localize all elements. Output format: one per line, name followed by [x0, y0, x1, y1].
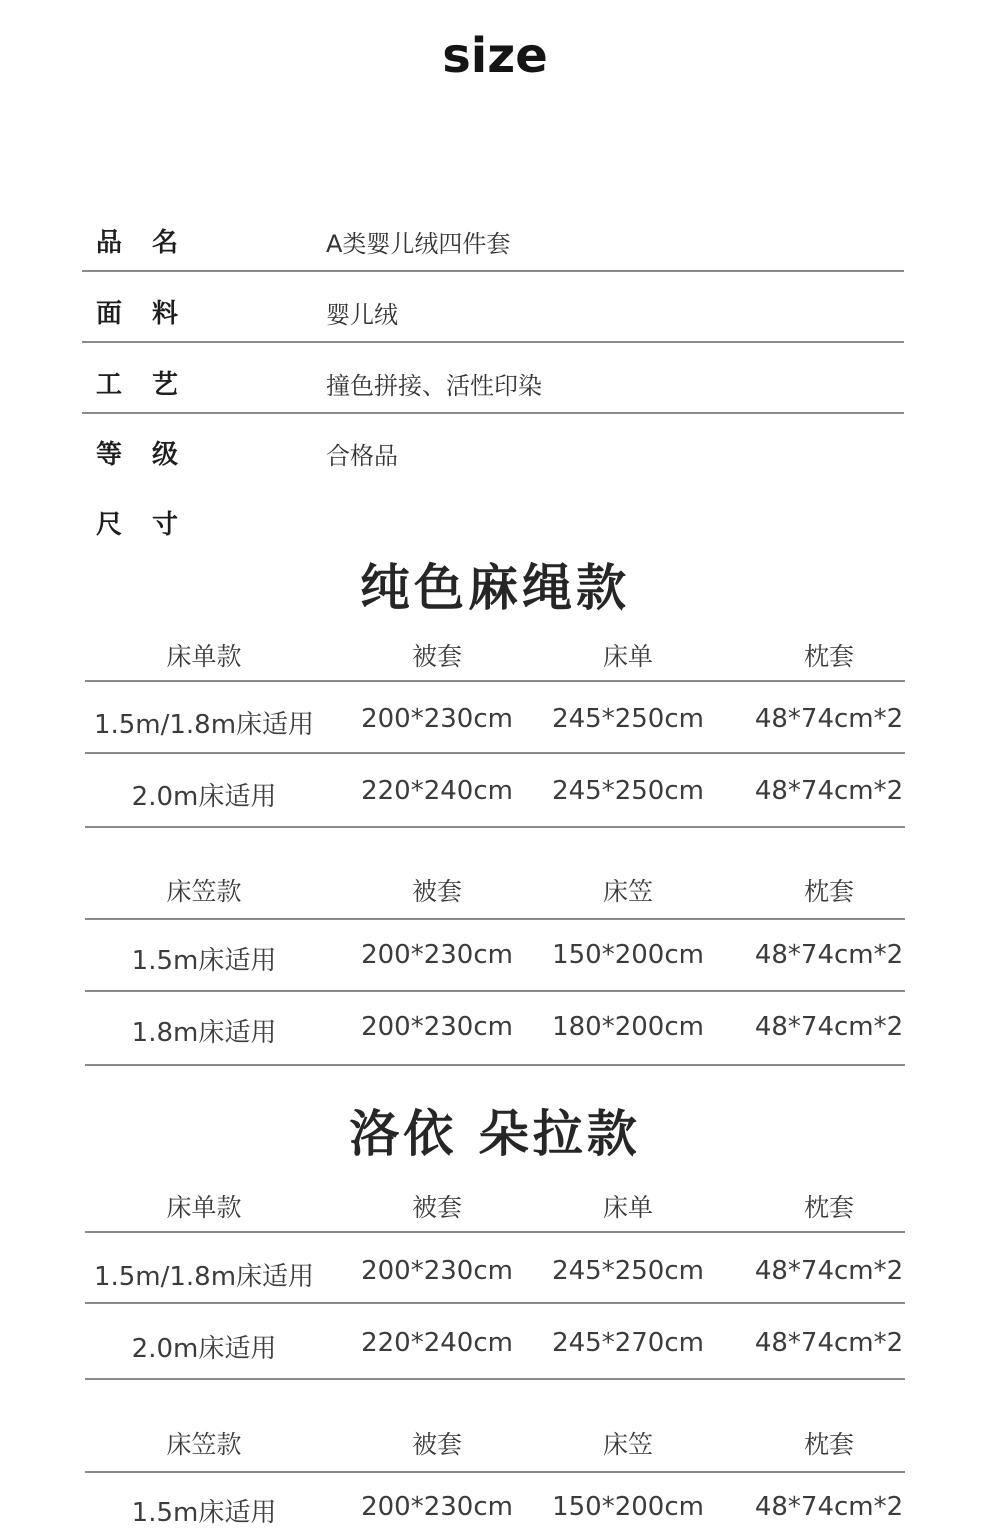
header-cell: 枕套: [803, 1430, 854, 1459]
table-cell: 48*74cm*2: [754, 1256, 904, 1286]
spec-label: 品名: [96, 228, 209, 258]
table-cell: 1.5m床适用: [131, 946, 277, 976]
spec-label: 等级: [96, 440, 209, 470]
table-header: [85, 637, 905, 682]
spec-row-fabric: [82, 271, 904, 343]
page-title: size: [442, 28, 548, 84]
table-row: [85, 940, 905, 992]
table-header: [85, 1425, 905, 1473]
table-header: [85, 1188, 905, 1233]
header-cell: 床笠款: [166, 877, 242, 906]
table-cell: 245*250cm: [552, 1256, 704, 1286]
table-cell: 200*230cm: [361, 1256, 513, 1286]
table-cell: 245*250cm: [552, 704, 704, 734]
table-cell: 2.0m床适用: [131, 782, 277, 812]
section-title: 洛依 朵拉款: [349, 1105, 641, 1163]
table-row: [85, 1256, 905, 1304]
table-cell: 1.5m/1.8m床适用: [93, 1262, 315, 1292]
spec-row-size: [82, 482, 904, 552]
header-cell: 被套: [411, 877, 462, 906]
spec-value: 撞色拼接、活性印染: [326, 372, 542, 400]
header-cell: 床笠款: [166, 1430, 242, 1459]
spec-label: 面料: [96, 299, 209, 329]
header-cell: 枕套: [803, 1193, 854, 1222]
table-cell: 1.8m床适用: [131, 1018, 277, 1048]
table-cell: 1.5m床适用: [131, 1498, 277, 1528]
header-cell: 被套: [411, 1430, 462, 1459]
table-row: [85, 704, 905, 754]
table-cell: 200*230cm: [361, 704, 513, 734]
table-cell: 150*200cm: [552, 1492, 704, 1522]
table-cell: 200*230cm: [361, 1012, 513, 1042]
section-title: 纯色麻绳款: [360, 559, 630, 617]
spec-value: 婴儿绒: [326, 301, 398, 329]
header-cell: 床笠: [602, 1430, 653, 1459]
spec-label: 尺寸: [96, 510, 209, 540]
table-cell: 48*74cm*2: [754, 704, 904, 734]
table-cell: 150*200cm: [552, 940, 704, 970]
table-row: [85, 1492, 905, 1530]
header-cell: 床单款: [166, 642, 242, 671]
table-row: [85, 776, 905, 828]
table-cell: 48*74cm*2: [754, 1328, 904, 1358]
table-cell: 1.5m/1.8m床适用: [93, 710, 315, 740]
table-row: [85, 1012, 905, 1066]
table-cell: 245*270cm: [552, 1328, 704, 1358]
table-cell: 200*230cm: [361, 1492, 513, 1522]
table-cell: 245*250cm: [552, 776, 704, 806]
header-cell: 枕套: [803, 642, 854, 671]
table-cell: 2.0m床适用: [131, 1334, 277, 1364]
header-cell: 被套: [411, 642, 462, 671]
spec-value: A类婴儿绒四件套: [326, 230, 511, 258]
header-cell: 床单: [602, 642, 653, 671]
table-header: [85, 872, 905, 920]
header-cell: 床笠: [602, 877, 653, 906]
spec-value: 合格品: [326, 442, 398, 470]
header-cell: 被套: [411, 1193, 462, 1222]
table-cell: 180*200cm: [552, 1012, 704, 1042]
header-cell: 枕套: [803, 877, 854, 906]
table-cell: 48*74cm*2: [754, 1492, 904, 1522]
table-row: [85, 1328, 905, 1380]
table-cell: 220*240cm: [361, 1328, 513, 1358]
table-cell: 48*74cm*2: [754, 940, 904, 970]
header-cell: 床单: [602, 1193, 653, 1222]
spec-row-name: [82, 200, 904, 272]
header-cell: 床单款: [166, 1193, 242, 1222]
spec-row-craft: [82, 342, 904, 414]
table-cell: 48*74cm*2: [754, 776, 904, 806]
spec-label: 工艺: [96, 370, 209, 400]
table-cell: 220*240cm: [361, 776, 513, 806]
table-cell: 48*74cm*2: [754, 1012, 904, 1042]
table-cell: 200*230cm: [361, 940, 513, 970]
spec-row-grade: [82, 412, 904, 482]
